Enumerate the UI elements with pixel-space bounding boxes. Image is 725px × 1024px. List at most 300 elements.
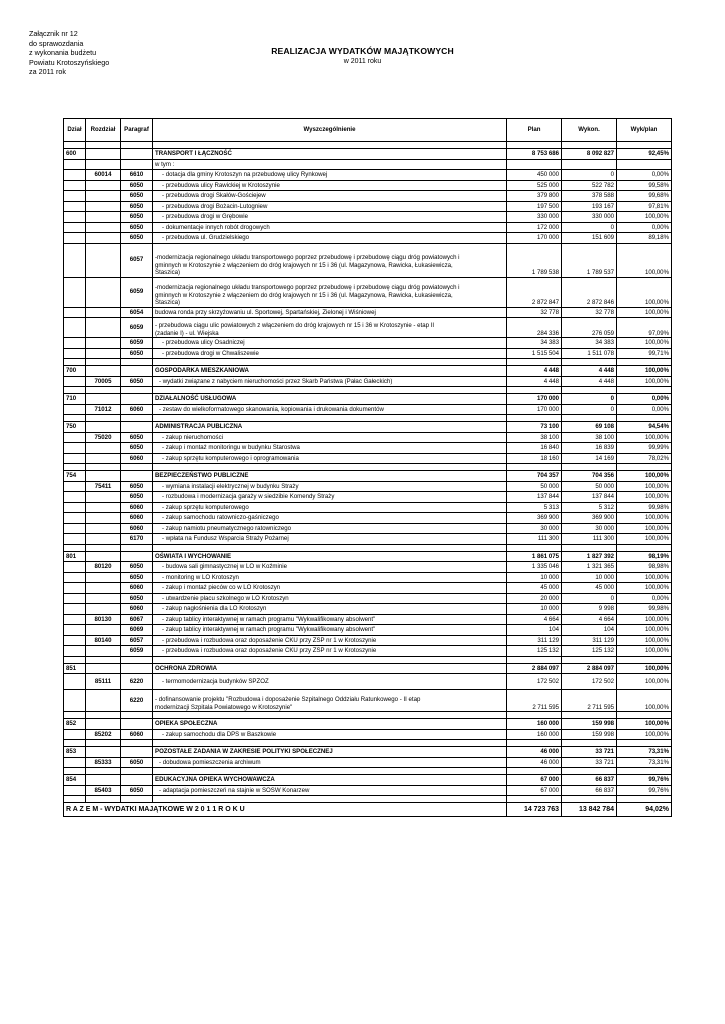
paragraf-code (121, 551, 153, 562)
table-row (64, 757, 672, 768)
dzial-code (64, 513, 86, 524)
plan-value: 10 000 (507, 604, 562, 615)
empty-cell (86, 464, 121, 471)
plan-value: 8 753 686 (507, 149, 562, 160)
plan-value: 67 000 (507, 785, 562, 796)
section-title: OŚWIATA I WYCHOWANIE (153, 551, 507, 562)
plan-value: 170 000 (507, 233, 562, 244)
wykon-value: 14 169 (562, 453, 617, 464)
section-row (64, 663, 672, 674)
section-row (64, 149, 672, 160)
description-line: -modernizacja regionalnego układu transportowego poprzez przebudowę i przebudowę ciągu dróg powiatowych i (155, 284, 460, 292)
paragraf-code (121, 149, 153, 160)
description-line: Staszica) (155, 299, 181, 307)
item-description (153, 277, 507, 307)
rozdzial-code (86, 583, 121, 594)
wykon-value: 45 000 (562, 583, 617, 594)
section-row (64, 719, 672, 730)
empty-cell (64, 796, 86, 803)
wykon-value: 16 839 (562, 443, 617, 454)
section-title: OCHRONA ZDROWIA (153, 663, 507, 674)
rozdzial-code (86, 513, 121, 524)
paragraf-code: 6059 (121, 646, 153, 657)
wykon-value: 1 511 078 (562, 348, 617, 359)
rozdzial-code (86, 277, 121, 307)
rozdzial-code (86, 307, 121, 318)
table-row (64, 432, 672, 443)
empty-cell (153, 359, 507, 366)
item-description: - monitoring w LO Krotoszyn (153, 572, 507, 583)
plan-value: 20 000 (507, 593, 562, 604)
empty-cell (617, 740, 672, 747)
empty-cell (86, 544, 121, 551)
wykon-value: 5 312 (562, 502, 617, 513)
table-row (64, 572, 672, 583)
table-row (64, 492, 672, 503)
table-row (64, 338, 672, 349)
item-description: budowa ronda przy skrzyżowaniu ul. Sportowej, Spartańskiej, Zielonej i Wiśniowej (153, 307, 507, 318)
empty-cell (617, 796, 672, 803)
header-dzial: Dział (64, 119, 86, 142)
empty-cell (153, 796, 507, 803)
empty-cell (121, 387, 153, 394)
plan-value: 111 300 (507, 534, 562, 545)
description-line: gminnych w Krotoszynie z włączeniem do dróg krajowych nr 15 i 36 (ul. Magazynowa, Rawicka, Łukasiewicza, (155, 291, 453, 299)
paragraf-code (121, 471, 153, 482)
table-row (64, 180, 672, 191)
plan-value: 16 840 (507, 443, 562, 454)
header-wykon: Wykon. (562, 119, 617, 142)
percent-value: 100,00% (617, 635, 672, 646)
table-row (64, 785, 672, 796)
rozdzial-code (86, 191, 121, 202)
paragraf-code: 6050 (121, 233, 153, 244)
empty-cell (617, 656, 672, 663)
empty-cell (64, 464, 86, 471)
table-row (64, 481, 672, 492)
description-line: -modernizacja regionalnego układu transportowego poprzez przebudowę i przebudowę ciągu dróg powiatowych i (155, 254, 460, 262)
plan-value: 4 664 (507, 614, 562, 625)
rozdzial-code (86, 233, 121, 244)
paragraf-code: 6057 (121, 635, 153, 646)
total-row (64, 803, 672, 817)
item-description: - zakup nagłośnienia dla LO Krotoszyn (153, 604, 507, 615)
table-row (64, 729, 672, 740)
percent-value: 100,00% (617, 376, 672, 387)
wykon-value: 111 300 (562, 534, 617, 545)
table-row (64, 453, 672, 464)
paragraf-code (121, 719, 153, 730)
item-description: - przebudowa i rozbudowa oraz doposażenie CKU przy ZSP nr 1 w Krotoszynie (153, 635, 507, 646)
percent-value: 100,00% (617, 663, 672, 674)
wykon-value: 33 721 (562, 757, 617, 768)
table-row (64, 243, 672, 277)
wykon-value: 193 167 (562, 201, 617, 212)
wykon-value: 38 100 (562, 432, 617, 443)
spacer-row (64, 544, 672, 551)
table-row (64, 307, 672, 318)
table-row (64, 277, 672, 307)
table-row (64, 201, 672, 212)
dzial-code (64, 562, 86, 573)
percent-value: 99,71% (617, 348, 672, 359)
empty-cell (64, 740, 86, 747)
dzial-code (64, 492, 86, 503)
empty-cell (617, 415, 672, 422)
plan-value: 170 000 (507, 394, 562, 405)
empty-cell (86, 796, 121, 803)
item-description: - przebudowa drogi Bożacin-Lutogniew (153, 201, 507, 212)
empty-cell (507, 796, 562, 803)
empty-cell (153, 740, 507, 747)
empty-cell (562, 359, 617, 366)
paragraf-code: 6060 (121, 523, 153, 534)
wykon-value: 369 900 (562, 513, 617, 524)
wykon-value: 330 000 (562, 212, 617, 223)
section-title: OPIEKA SPOŁECZNA (153, 719, 507, 730)
item-description: - dobudowa pomieszczenia archiwum (153, 757, 507, 768)
dzial-code (64, 729, 86, 740)
dzial-code: 854 (64, 775, 86, 786)
plan-value: 38 100 (507, 432, 562, 443)
rozdzial-code (86, 604, 121, 615)
dzial-code (64, 191, 86, 202)
dzial-code: 851 (64, 663, 86, 674)
paragraf-code: 6610 (121, 170, 153, 181)
item-description (153, 243, 507, 277)
paragraf-code: 6050 (121, 785, 153, 796)
rozdzial-code (86, 222, 121, 233)
empty-cell (64, 387, 86, 394)
plan-value: 4 448 (507, 376, 562, 387)
total-percent: 94,02% (617, 803, 672, 817)
spacer-row (64, 796, 672, 803)
paragraf-code: 6050 (121, 222, 153, 233)
percent-value: 100,00% (617, 583, 672, 594)
percent-value: 100,00% (617, 523, 672, 534)
empty-cell (64, 656, 86, 663)
rozdzial-code (86, 159, 121, 170)
description-line: - dofinansowanie projektu "Rozbudowa i doposażenie Szpitalnego Oddziału Ratunkowego - II etap (155, 696, 421, 704)
dzial-code (64, 338, 86, 349)
percent-value: 98,98% (617, 562, 672, 573)
section-row (64, 747, 672, 758)
spacer-row (64, 415, 672, 422)
item-description: - termomodernizacja budynków SPZOZ (153, 674, 507, 690)
dzial-code: 700 (64, 366, 86, 377)
rozdzial-code (86, 551, 121, 562)
section-row (64, 551, 672, 562)
dzial-code (64, 443, 86, 454)
paragraf-code: 6069 (121, 625, 153, 636)
spacer-row (64, 740, 672, 747)
spacer-row (64, 712, 672, 719)
item-description (153, 690, 507, 712)
empty-cell (121, 359, 153, 366)
spacer-row (64, 464, 672, 471)
plan-value: 2 872 847 (507, 277, 562, 307)
item-description: - wpłata na Fundusz Wsparcia Straży Pożarnej (153, 534, 507, 545)
plan-value: 1 515 504 (507, 348, 562, 359)
table-row (64, 233, 672, 244)
rozdzial-code: 71012 (86, 404, 121, 415)
paragraf-code: 6050 (121, 191, 153, 202)
percent-value: 100,00% (617, 432, 672, 443)
table-row (64, 593, 672, 604)
empty-cell (507, 656, 562, 663)
spacer-row (64, 359, 672, 366)
item-description: - zakup tablicy interaktywnej w ramach programu "Wykwalifikowany absolwent" (153, 625, 507, 636)
rozdzial-code (86, 523, 121, 534)
percent-value: 100,00% (617, 481, 672, 492)
empty-cell (153, 544, 507, 551)
dzial-code (64, 523, 86, 534)
table-row (64, 513, 672, 524)
item-description: - przebudowa drogi w Grębowie (153, 212, 507, 223)
plan-value: 160 000 (507, 719, 562, 730)
empty-cell (153, 415, 507, 422)
item-description: - przebudowa drogi Skałów-Gościejew (153, 191, 507, 202)
rozdzial-code (86, 212, 121, 223)
wykon-value: 311 129 (562, 635, 617, 646)
dzial-code (64, 757, 86, 768)
percent-value: 100,00% (617, 534, 672, 545)
rozdzial-code (86, 201, 121, 212)
expenditure-table (63, 118, 672, 817)
percent-value: 99,68% (617, 191, 672, 202)
percent-value: 73,31% (617, 747, 672, 758)
wykon-value: 9 998 (562, 604, 617, 615)
rozdzial-code (86, 625, 121, 636)
empty-cell (153, 712, 507, 719)
item-description (153, 318, 507, 338)
percent-value: 78,02% (617, 453, 672, 464)
empty-cell (121, 544, 153, 551)
item-description: - adaptacja pomieszczeń na stajnie w SOSW Konarzew (153, 785, 507, 796)
section-row (64, 422, 672, 433)
paragraf-code: 6054 (121, 307, 153, 318)
paragraf-code: 6060 (121, 404, 153, 415)
note-line: Powiatu Krotoszyńskiego (29, 57, 110, 67)
plan-value: 704 357 (507, 471, 562, 482)
wykon-value: 1 789 537 (562, 243, 617, 277)
paragraf-code: 6220 (121, 690, 153, 712)
dzial-code (64, 604, 86, 615)
item-description: - przebudowa i rozbudowa oraz doposażenie CKU przy ZSP nr 1 w Krotoszynie (153, 646, 507, 657)
section-row (64, 366, 672, 377)
rozdzial-code (86, 747, 121, 758)
plan-value: 1 335 046 (507, 562, 562, 573)
percent-value: 100,00% (617, 646, 672, 657)
dzial-code (64, 307, 86, 318)
plan-value: 73 100 (507, 422, 562, 433)
rozdzial-code (86, 534, 121, 545)
wykon-value: 2 884 097 (562, 663, 617, 674)
paragraf-code: 6050 (121, 562, 153, 573)
rozdzial-code (86, 663, 121, 674)
dzial-code (64, 222, 86, 233)
section-title: ADMINISTRACJA PUBLICZNA (153, 422, 507, 433)
table-row (64, 635, 672, 646)
percent-value: 100,00% (617, 492, 672, 503)
item-description: - zakup namiotu pneumatycznego ratowniczego (153, 523, 507, 534)
dzial-code (64, 318, 86, 338)
wykon-value: 125 132 (562, 646, 617, 657)
wykon-value: 30 000 (562, 523, 617, 534)
empty-cell (562, 415, 617, 422)
paragraf-code: 6050 (121, 212, 153, 223)
percent-value: 100,00% (617, 366, 672, 377)
table-row (64, 690, 672, 712)
dzial-code: 750 (64, 422, 86, 433)
paragraf-code: 6170 (121, 534, 153, 545)
rozdzial-code (86, 338, 121, 349)
rozdzial-code: 70005 (86, 376, 121, 387)
wykon-value: 0 (562, 593, 617, 604)
spacer-row (64, 387, 672, 394)
section-row (64, 394, 672, 405)
section-title: EDUKACYJNA OPIEKA WYCHOWAWCZA (153, 775, 507, 786)
dzial-code (64, 404, 86, 415)
plan-value: 284 336 (507, 318, 562, 338)
paragraf-code: 6059 (121, 277, 153, 307)
item-description: - zakup nieruchomości (153, 432, 507, 443)
table-row (64, 523, 672, 534)
dzial-code (64, 233, 86, 244)
item-description: - wydatki związane z nabyciem nieruchomości przez Skarb Państwa (Pałac Gałeckich) (153, 376, 507, 387)
plan-value: 1 861 075 (507, 551, 562, 562)
total-label: R A Z E M - WYDATKI MAJĄTKOWE W 2 0 1 1 R O K U (64, 803, 507, 817)
empty-cell (121, 712, 153, 719)
plan-value: 4 448 (507, 366, 562, 377)
spacer-row (64, 768, 672, 775)
rozdzial-code: 80140 (86, 635, 121, 646)
empty-cell (562, 712, 617, 719)
percent-value: 99,98% (617, 604, 672, 615)
percent-value: 100,00% (617, 674, 672, 690)
item-description: - rozbudowa i modernizacja garaży w siedzibie Komendy Straży (153, 492, 507, 503)
dzial-code (64, 614, 86, 625)
percent-value: 73,31% (617, 757, 672, 768)
wykon-value: 32 778 (562, 307, 617, 318)
percent-value: 100,00% (617, 307, 672, 318)
dzial-code (64, 180, 86, 191)
paragraf-code: 6220 (121, 674, 153, 690)
empty-cell (562, 740, 617, 747)
plan-value: 2 711 595 (507, 690, 562, 712)
dzial-code (64, 646, 86, 657)
header-plan: Plan (507, 119, 562, 142)
plan-value (507, 159, 562, 170)
plan-value: 197 500 (507, 201, 562, 212)
empty-cell (153, 768, 507, 775)
rozdzial-code: 60014 (86, 170, 121, 181)
percent-value: 0,00% (617, 222, 672, 233)
plan-value: 450 000 (507, 170, 562, 181)
table-row (64, 376, 672, 387)
empty-cell (153, 464, 507, 471)
paragraf-code: 6050 (121, 348, 153, 359)
empty-cell (64, 359, 86, 366)
plan-value: 18 160 (507, 453, 562, 464)
empty-cell (507, 415, 562, 422)
spacer-row (64, 656, 672, 663)
wykon-value: 1 827 392 (562, 551, 617, 562)
paragraf-code: 6060 (121, 513, 153, 524)
description-line: (zadanie I) - ul. Wiejska (155, 329, 219, 337)
table-row (64, 348, 672, 359)
wykon-value: 8 092 827 (562, 149, 617, 160)
empty-cell (617, 142, 672, 149)
rozdzial-code (86, 453, 121, 464)
paragraf-code (121, 159, 153, 170)
plan-value: 170 000 (507, 404, 562, 415)
wykon-value: 69 108 (562, 422, 617, 433)
percent-value: 94,54% (617, 422, 672, 433)
empty-cell (86, 415, 121, 422)
spacer-row (64, 142, 672, 149)
rozdzial-code (86, 443, 121, 454)
dzial-code (64, 583, 86, 594)
percent-value: 99,99% (617, 443, 672, 454)
wykon-value: 4 448 (562, 366, 617, 377)
empty-cell (617, 768, 672, 775)
dzial-code (64, 635, 86, 646)
percent-value: 100,00% (617, 614, 672, 625)
paragraf-code: 6050 (121, 201, 153, 212)
wykon-value: 151 609 (562, 233, 617, 244)
rozdzial-code (86, 572, 121, 583)
empty-cell (617, 712, 672, 719)
paragraf-code: 6050 (121, 757, 153, 768)
empty-cell (86, 387, 121, 394)
rozdzial-code (86, 646, 121, 657)
paragraf-code: 6050 (121, 572, 153, 583)
dzial-code: 801 (64, 551, 86, 562)
empty-cell (64, 544, 86, 551)
plan-value: 10 000 (507, 572, 562, 583)
percent-value: 100,00% (617, 625, 672, 636)
description-line: gminnych w Krotoszynie z włączeniem do dróg krajowych nr 15 i 36 (ul. Magazynowa, Rawicka, Łukasiewicza, (155, 261, 453, 269)
dzial-code (64, 502, 86, 513)
paragraf-code: 6060 (121, 729, 153, 740)
plan-value: 46 000 (507, 747, 562, 758)
empty-cell (507, 387, 562, 394)
wykon-value: 159 998 (562, 719, 617, 730)
dzial-code (64, 201, 86, 212)
rozdzial-code (86, 318, 121, 338)
header-row (64, 119, 672, 142)
rozdzial-code (86, 502, 121, 513)
section-row (64, 471, 672, 482)
paragraf-code (121, 747, 153, 758)
item-description: - zakup i montaż pieców co w LO Krotoszyn (153, 583, 507, 594)
wykon-value: 378 588 (562, 191, 617, 202)
plan-value: 67 000 (507, 775, 562, 786)
plan-value: 137 844 (507, 492, 562, 503)
rozdzial-code (86, 593, 121, 604)
item-description: - utwardzenie placu szkolnego w LO Krotoszyn (153, 593, 507, 604)
item-description: - przebudowa ulicy Osadniczej (153, 338, 507, 349)
rozdzial-code: 85403 (86, 785, 121, 796)
description-line: Staszica) (155, 269, 181, 277)
total-plan: 14 723 763 (507, 803, 562, 817)
note-line: za 2011 rok (29, 67, 67, 77)
empty-cell (507, 464, 562, 471)
table-row (64, 191, 672, 202)
wykon-value: 50 000 (562, 481, 617, 492)
plan-value: 104 (507, 625, 562, 636)
